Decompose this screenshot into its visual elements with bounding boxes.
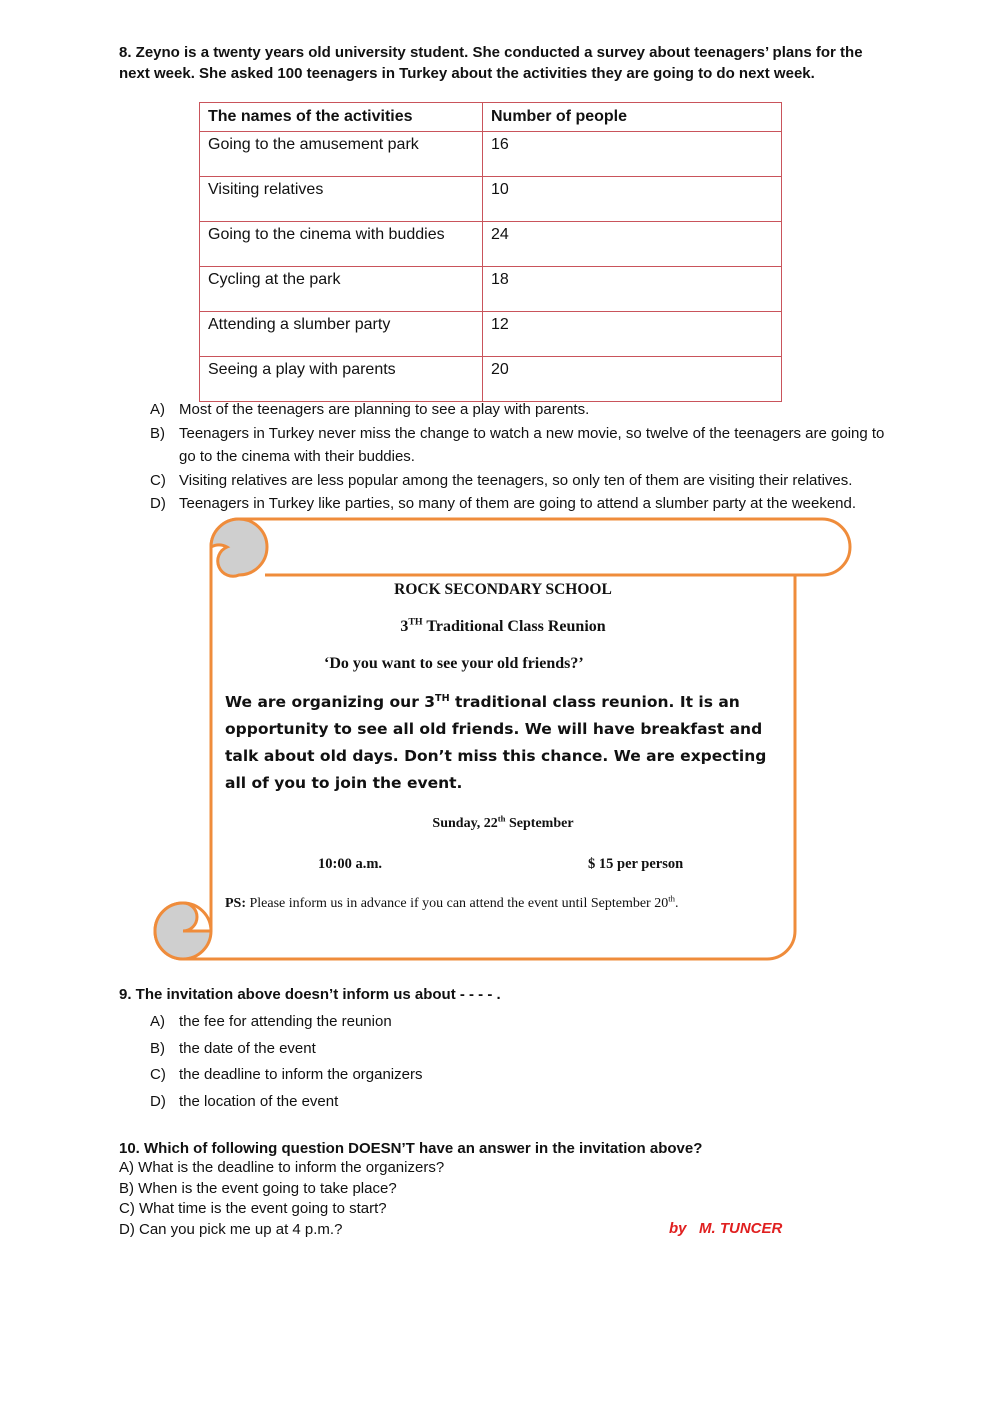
question-8-text: 8. Zeyno is a twenty years old university student. She conducted a survey about teenagers’ plans for the next week. She asked 100 teenagers in Turkey about the activities they are going to do next week.	[119, 44, 863, 82]
body-part-2: traditional class reunion. It is an opportunity to see all old friends. We will have breakfast and talk about old days. Don’t miss this chance. We are expecting all of you to join the event.	[225, 693, 767, 792]
option-d[interactable]: D) Can you pick me up at 4 p.m.?	[119, 1220, 343, 1238]
option-text: the deadline to inform the organizers	[179, 1066, 423, 1083]
table-cell-count: 24	[483, 222, 782, 267]
option-letter: A)	[150, 1013, 165, 1030]
question-10-options	[119, 1158, 444, 1240]
invitation-body	[225, 689, 780, 797]
body-part-1: We are organizing our 3	[225, 693, 436, 711]
option-c[interactable]: C) What time is the event going to start?	[119, 1200, 387, 1217]
table-row	[200, 132, 782, 177]
option-letter: D)	[150, 495, 166, 512]
body-suffix: TH	[435, 692, 450, 704]
scroll-bottom-curl-outline	[155, 903, 211, 959]
option-letter: C)	[150, 471, 166, 489]
question-8-options	[150, 398, 890, 516]
date-month: September	[505, 816, 574, 831]
scroll-top-curl	[211, 519, 267, 576]
table-cell-count: 12	[483, 312, 782, 357]
option-letter: B)	[150, 424, 165, 442]
date-day: Sunday, 22	[432, 816, 498, 831]
table-row	[200, 312, 782, 357]
option-text: Teenagers in Turkey like parties, so many of them are going to attend a slumber party at the weekend.	[179, 495, 857, 512]
survey-table	[199, 102, 782, 402]
option-text: the fee for attending the reunion	[179, 1013, 392, 1030]
table-header-row	[200, 103, 782, 132]
option-a[interactable]: A) What is the deadline to inform the organizers?	[119, 1159, 445, 1176]
table-row	[200, 267, 782, 312]
question-10-text: 10. Which of following question DOESN’T have an answer in the invitation above?	[119, 1140, 703, 1157]
option-text: the date of the event	[179, 1039, 316, 1057]
event-price: $ 15 per person	[588, 856, 684, 872]
question-9-options	[150, 1009, 422, 1115]
event-date	[0, 813, 1000, 832]
author-credit: by M. TUNCER	[669, 1220, 783, 1237]
reunion-suffix: TH	[408, 616, 423, 628]
option-b[interactable]	[150, 422, 890, 469]
reunion-title	[0, 618, 1000, 636]
table-header-activities: The names of the activities	[200, 103, 483, 132]
option-a[interactable]	[150, 1009, 422, 1036]
table-cell-count: 20	[483, 357, 782, 402]
option-letter: D)	[150, 1092, 166, 1110]
ps-text: Please inform us in advance if you can attend the event until September 20	[246, 896, 669, 911]
table-row	[200, 177, 782, 222]
option-letter: B)	[150, 1039, 165, 1057]
ps-label: PS:	[225, 896, 246, 911]
option-a[interactable]	[150, 398, 890, 422]
postscript	[225, 893, 679, 912]
option-d[interactable]	[150, 492, 890, 516]
table-cell-activity: Attending a slumber party	[200, 312, 483, 357]
event-time: 10:00 a.m.	[318, 856, 383, 872]
table-cell-count: 10	[483, 177, 782, 222]
option-text: Teenagers in Turkey never miss the change to watch a new movie, so twelve of the teenagers are going to go to the cinema with their buddies.	[179, 424, 885, 465]
scroll-bottom-curl	[155, 903, 211, 959]
option-d[interactable]	[150, 1089, 422, 1116]
ps-suffix: th	[668, 893, 675, 904]
table-header-number: Number of people	[483, 103, 782, 132]
table-row	[200, 222, 782, 267]
reunion-number: 3	[400, 618, 409, 635]
school-name: ROCK SECONDARY SCHOOL	[394, 581, 612, 598]
date-suffix: th	[497, 813, 506, 824]
option-b[interactable]: B) When is the event going to take place?	[119, 1179, 397, 1197]
table-cell-activity: Seeing a play with parents	[200, 357, 483, 402]
option-letter: C)	[150, 1066, 166, 1083]
table-cell-activity: Going to the amusement park	[200, 132, 483, 177]
option-letter: A)	[150, 401, 165, 418]
option-text: the location of the event	[179, 1092, 339, 1110]
table-cell-count: 16	[483, 132, 782, 177]
option-c[interactable]	[150, 469, 890, 493]
ps-end: .	[674, 896, 679, 911]
table-row	[200, 357, 782, 402]
option-b[interactable]	[150, 1036, 422, 1063]
table-cell-count: 18	[483, 267, 782, 312]
invitation-question: ‘Do you want to see your old friends?’	[324, 655, 584, 672]
table-cell-activity: Going to the cinema with buddies	[200, 222, 483, 267]
option-text: Most of the teenagers are planning to see a play with parents.	[179, 401, 590, 418]
table-cell-activity: Visiting relatives	[200, 177, 483, 222]
question-9-text: 9. The invitation above doesn’t inform us about - - - - .	[119, 986, 501, 1003]
scroll-top-roll	[239, 519, 850, 575]
option-c[interactable]	[150, 1062, 422, 1089]
option-text: Visiting relatives are less popular among the teenagers, so only ten of them are visiting their relatives.	[179, 471, 853, 489]
table-cell-activity: Cycling at the park	[200, 267, 483, 312]
reunion-title-rest: Traditional Class Reunion	[422, 618, 606, 635]
